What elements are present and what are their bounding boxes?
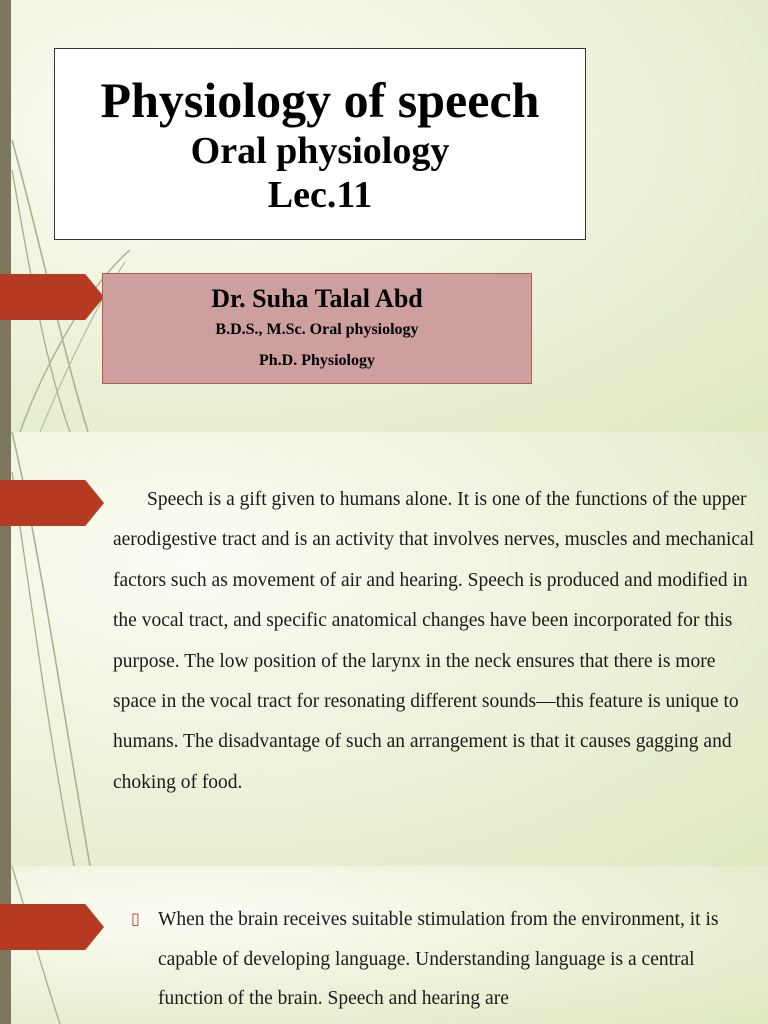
slide-speech-intro <box>0 432 768 866</box>
slide-title <box>0 0 768 432</box>
accent-arrow <box>0 480 104 526</box>
title-box <box>54 48 586 240</box>
slide-language <box>0 866 768 1024</box>
lecture-number: Lec.11 <box>267 174 373 216</box>
intro-paragraph: Speech is a gift given to humans alone. It is one of the functions of the upper aerodigestive tract and is an activity that involves nerves, muscles and mechanical factors such as movement of air and hearing. Speech is produced and modified in the vocal tract, and specific anatomical changes have been incorporated for this purpose. The low position of the larynx in the neck ensures that there is more space in the vocal tract for resonating different sounds—this feature is unique to humans. The disadvantage of such an arrangement is that it causes gagging and choking of food. <box>113 489 755 793</box>
bullet-text: When the brain receives suitable stimulation from the environment, it is capable of developing language. Understanding language is a central function of the brain. Speech and hearing are <box>158 909 719 1009</box>
bullet-item <box>131 900 751 1019</box>
slide-title-text: Physiology of speech <box>100 72 540 128</box>
author-name: Dr. Suha Talal Abd <box>211 284 423 313</box>
author-box <box>102 273 532 384</box>
author-degree-2: Ph.D. Physiology <box>258 352 375 369</box>
bullet-icon: ▯ <box>131 911 140 928</box>
author-degree-1: B.D.S., M.Sc. Oral physiology <box>215 321 419 338</box>
accent-arrow <box>0 904 104 950</box>
slide-subtitle: Oral physiology <box>190 130 450 172</box>
accent-arrow <box>0 274 104 320</box>
